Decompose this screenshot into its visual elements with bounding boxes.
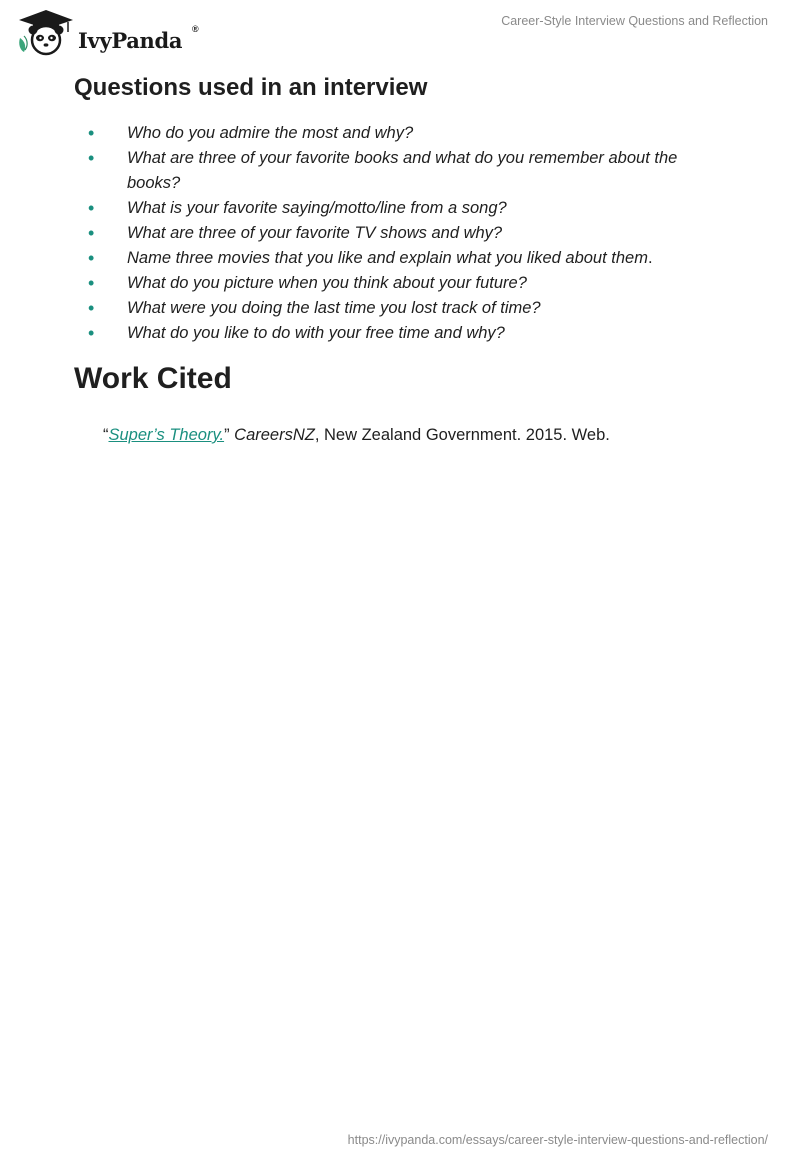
list-item bbox=[74, 221, 714, 246]
question-text: What do you picture when you think about your future? bbox=[127, 274, 527, 292]
list-item bbox=[74, 121, 714, 146]
questions-list bbox=[74, 121, 714, 346]
bullet-icon: • bbox=[88, 123, 95, 143]
citation-entry bbox=[103, 426, 610, 445]
bullet-icon: • bbox=[88, 148, 95, 168]
document-title: Career-Style Interview Questions and Reflection bbox=[501, 14, 768, 28]
questions-heading: Questions used in an interview bbox=[74, 74, 428, 101]
question-text: Name three movies that you like and explain what you liked about them bbox=[127, 249, 648, 267]
bullet-icon: • bbox=[88, 323, 95, 343]
question-text: Who do you admire the most and why? bbox=[127, 124, 414, 142]
list-item bbox=[74, 296, 714, 321]
list-item bbox=[74, 196, 714, 221]
list-item bbox=[74, 321, 714, 346]
page-header bbox=[0, 0, 800, 60]
question-text: What do you like to do with your free time and why? bbox=[127, 324, 505, 342]
question-text: What were you doing the last time you lost track of time? bbox=[127, 299, 541, 317]
registered-mark: ® bbox=[192, 24, 199, 34]
question-text: What are three of your favorite TV shows and why? bbox=[127, 224, 503, 242]
list-item bbox=[74, 271, 714, 296]
question-text: What are three of your favorite books and what do you remember about the books? bbox=[127, 149, 678, 192]
logo-wordmark: IvyPanda bbox=[78, 28, 183, 53]
citation-source: CareersNZ bbox=[234, 426, 315, 444]
list-item bbox=[74, 146, 714, 196]
bullet-icon: • bbox=[88, 298, 95, 318]
question-punctuation: . bbox=[647, 249, 653, 267]
citation-open-quote: “ bbox=[103, 426, 109, 444]
ivypanda-logo[interactable] bbox=[16, 8, 199, 56]
works-cited-heading: Work Cited bbox=[74, 362, 232, 395]
bullet-icon: • bbox=[88, 273, 95, 293]
citation-close-quote: ” bbox=[224, 426, 235, 444]
bullet-icon: • bbox=[88, 198, 95, 218]
citation-details: , New Zealand Government. 2015. Web. bbox=[314, 426, 610, 444]
citation-link[interactable]: Super’s Theory. bbox=[108, 426, 225, 444]
list-item bbox=[74, 246, 714, 271]
question-text: What is your favorite saying/motto/line from a song? bbox=[127, 199, 507, 217]
bullet-icon: • bbox=[88, 223, 95, 243]
bullet-icon: • bbox=[88, 248, 95, 268]
footer-url[interactable]: https://ivypanda.com/essays/career-style-interview-questions-and-reflection/ bbox=[347, 1133, 768, 1147]
panda-logo-icon bbox=[16, 8, 76, 56]
